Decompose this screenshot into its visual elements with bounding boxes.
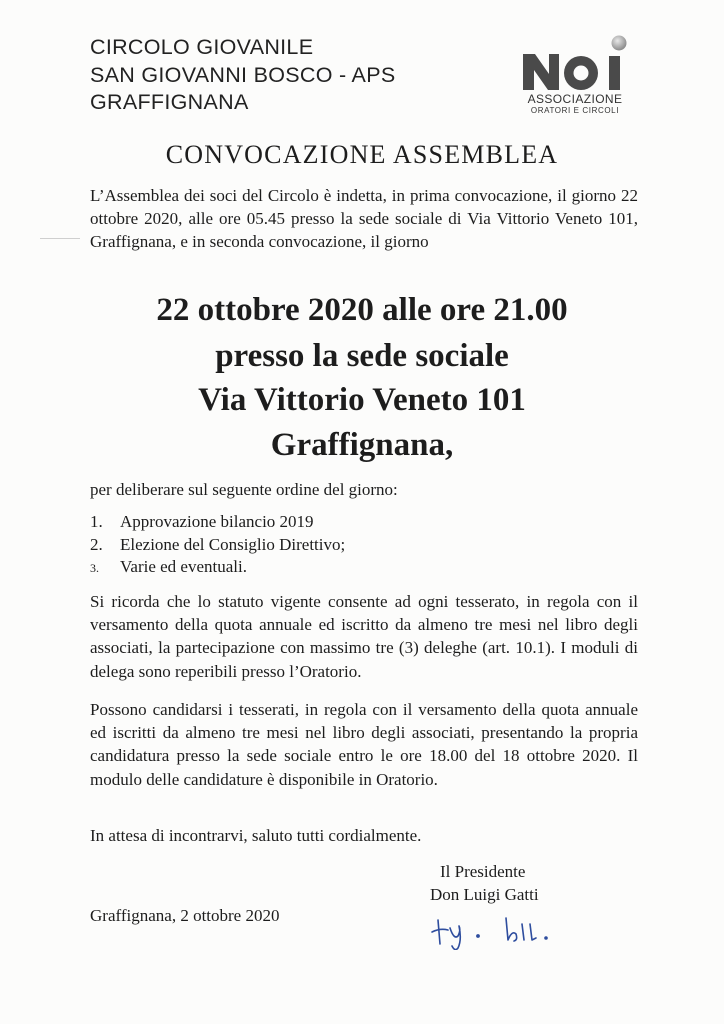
header-line-1: CIRCOLO GIOVANILE xyxy=(90,35,314,59)
header-line-3: GRAFFIGNANA xyxy=(90,90,249,114)
agenda-item-number: 1. xyxy=(90,512,103,531)
scan-artifact xyxy=(40,238,80,239)
signatory-name: Don Luigi Gatti xyxy=(430,885,539,904)
highlight-line-2: presso la sede sociale xyxy=(215,338,509,374)
intro-paragraph: L’Assemblea dei soci del Circolo è indetta, in prima convocazione, il giorno 22 ottobre 2020, alle ore 05.45 presso la sede sociale di Via Vittorio Veneto 101, Graffignana, e in seconda convocazione, il giorno xyxy=(90,186,638,252)
handwritten-signature xyxy=(428,910,568,950)
logo-line-1: ASSOCIAZIONE xyxy=(527,92,623,106)
place-and-date: Graffignana, 2 ottobre 2020 xyxy=(90,906,280,925)
agenda-item-number: 2. xyxy=(90,535,103,554)
agenda-lead: per deliberare sul seguente ordine del giorno: xyxy=(90,480,398,499)
association-header xyxy=(90,34,395,117)
agenda-item xyxy=(90,512,314,532)
agenda-item-text: Varie ed eventuali. xyxy=(120,557,247,576)
noi-logo xyxy=(515,34,635,116)
closing-greeting: In attesa di incontrarvi, saluto tutti cordialmente. xyxy=(90,826,422,845)
noi-logo-icon xyxy=(515,34,635,94)
highlight-line-4: Graffignana, xyxy=(270,427,454,463)
signatory-role: Il Presidente xyxy=(440,862,526,881)
agenda-item-text: Approvazione bilancio 2019 xyxy=(120,512,314,531)
delegation-paragraph: Si ricorda che lo statuto vigente consente ad ogni tesserato, in regola con il versamento della quota annuale ed iscritto da almeno tre mesi nel libro degli associati, la partecipazione con massimo tre (3) deleghe (art. 10.1). I moduli di delega sono reperibili presso l’Oratorio. xyxy=(90,592,638,681)
agenda-item-number: 3. xyxy=(90,561,99,575)
highlight-line-3: Via Vittorio Veneto 101 xyxy=(198,382,526,418)
document-title: CONVOCAZIONE ASSEMBLEA xyxy=(165,140,559,169)
agenda-item xyxy=(90,557,247,577)
logo-line-2: ORATORI E CIRCOLI xyxy=(530,106,620,115)
header-line-2: SAN GIOVANNI BOSCO - APS xyxy=(90,62,396,87)
candidacy-paragraph: Possono candidarsi i tesserati, in regola con il versamento della quota annuale ed iscritti da almeno tre mesi nel libro degli associati, presentando la propria candidatura presso la sede sociale entro le ore 18.00 del 18 ottobre 2020. Il modulo delle candidature è disponibile in Oratorio. xyxy=(90,700,638,789)
agenda-item xyxy=(90,535,345,555)
highlight-line-1: 22 ottobre 2020 alle ore 21.00 xyxy=(156,292,568,328)
agenda-item-text: Elezione del Consiglio Direttivo; xyxy=(120,535,346,554)
